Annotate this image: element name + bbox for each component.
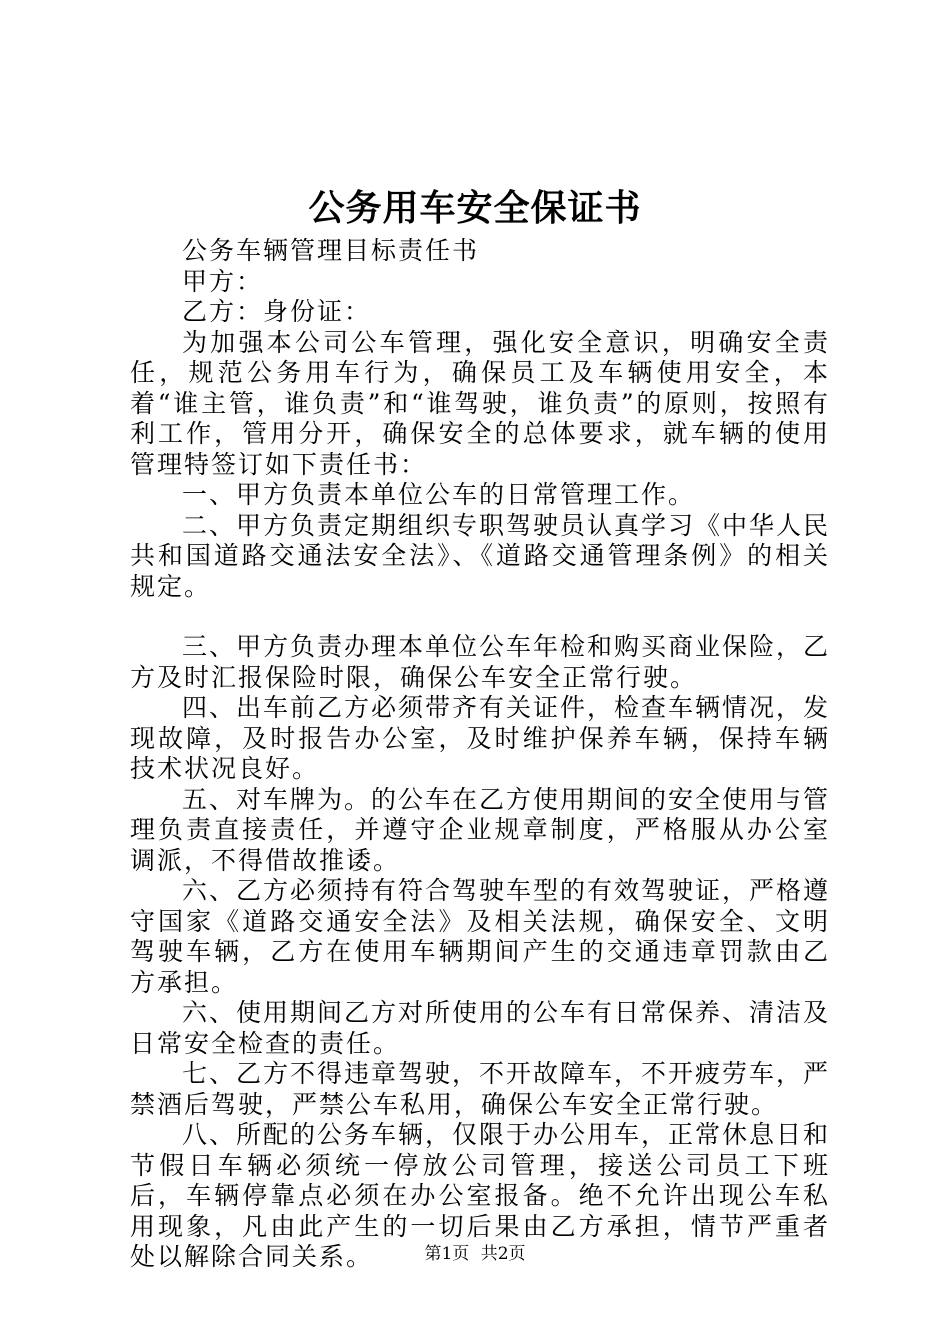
- document-title: 公务用车安全保证书: [308, 187, 642, 229]
- paragraph-clause-6b: 六、使用期间乙方对所使用的公车有日常保养、清洁及日常安全检查的责任。: [130, 998, 831, 1058]
- paragraph-party-b: 乙方：身份证：: [182, 297, 372, 326]
- paragraph-party-a: 甲方：: [182, 266, 264, 296]
- paragraph-clause-1: 一、甲方负责本单位公车的日常管理工作。: [182, 480, 696, 509]
- paragraph-subtitle: 公务车辆管理目标责任书: [182, 236, 480, 265]
- paragraph-clause-2: 二、甲方负责定期组织专职驾驶员认真学习《中华人民共和国道路交通法安全法》、《道路交通管理条例》的相关规定。: [130, 510, 831, 601]
- paragraph-clause-4: 四、出车前乙方必须带齐有关证件，检查车辆情况，发现故障，及时报告办公室，及时维护保养车辆，保持车辆技术状况良好。: [130, 693, 831, 783]
- blank-line: [130, 602, 830, 632]
- page-number: 第1页 共2页: [424, 1244, 526, 1264]
- paragraph-clause-6a: 六、乙方必须持有符合驾驶车型的有效驾驶证，严格遵守国家《道路交通安全法》及相关法规，确保安全、文明驾驶车辆，乙方在使用车辆期间产生的交通违章罚款由乙方承担。: [130, 876, 831, 997]
- paragraph-clause-8: 八、所配的公务车辆，仅限于办公用车，正常休息日和节假日车辆必须统一停放公司管理，接送公司员工下班后，车辆停靠点必须在办公室报备。绝不允许出现公车私用现象，凡由此产生的一切后果由乙方承担，情节严重者处以解除合同关系。: [130, 1120, 831, 1271]
- paragraph-clause-3: 三、甲方负责办理本单位公车年检和购买商业保险，乙方及时汇报保险时限，确保公车安全正常行驶。: [130, 632, 831, 692]
- document-body: [130, 236, 830, 1273]
- paragraph-clause-5: 五、对车牌为。的公车在乙方使用期间的安全使用与管理负责直接责任，并遵守企业规章制度，严格服从办公室调派，不得借故推诿。: [130, 784, 831, 875]
- paragraph-clause-7: 七、乙方不得违章驾驶，不开故障车，不开疲劳车，严禁酒后驾驶，严禁公车私用，确保公车安全正常行驶。: [130, 1059, 831, 1119]
- paragraph-preamble: 为加强本公司公车管理，强化安全意识，明确安全责任，规范公务用车行为，确保员工及车辆使用安全，本着“谁主管，谁负责”和“谁驾驶，谁负责”的原则，按照有利工作，管用分开，确保安全的总体要求，就车辆的使用管理特签订如下责任书：: [130, 327, 830, 479]
